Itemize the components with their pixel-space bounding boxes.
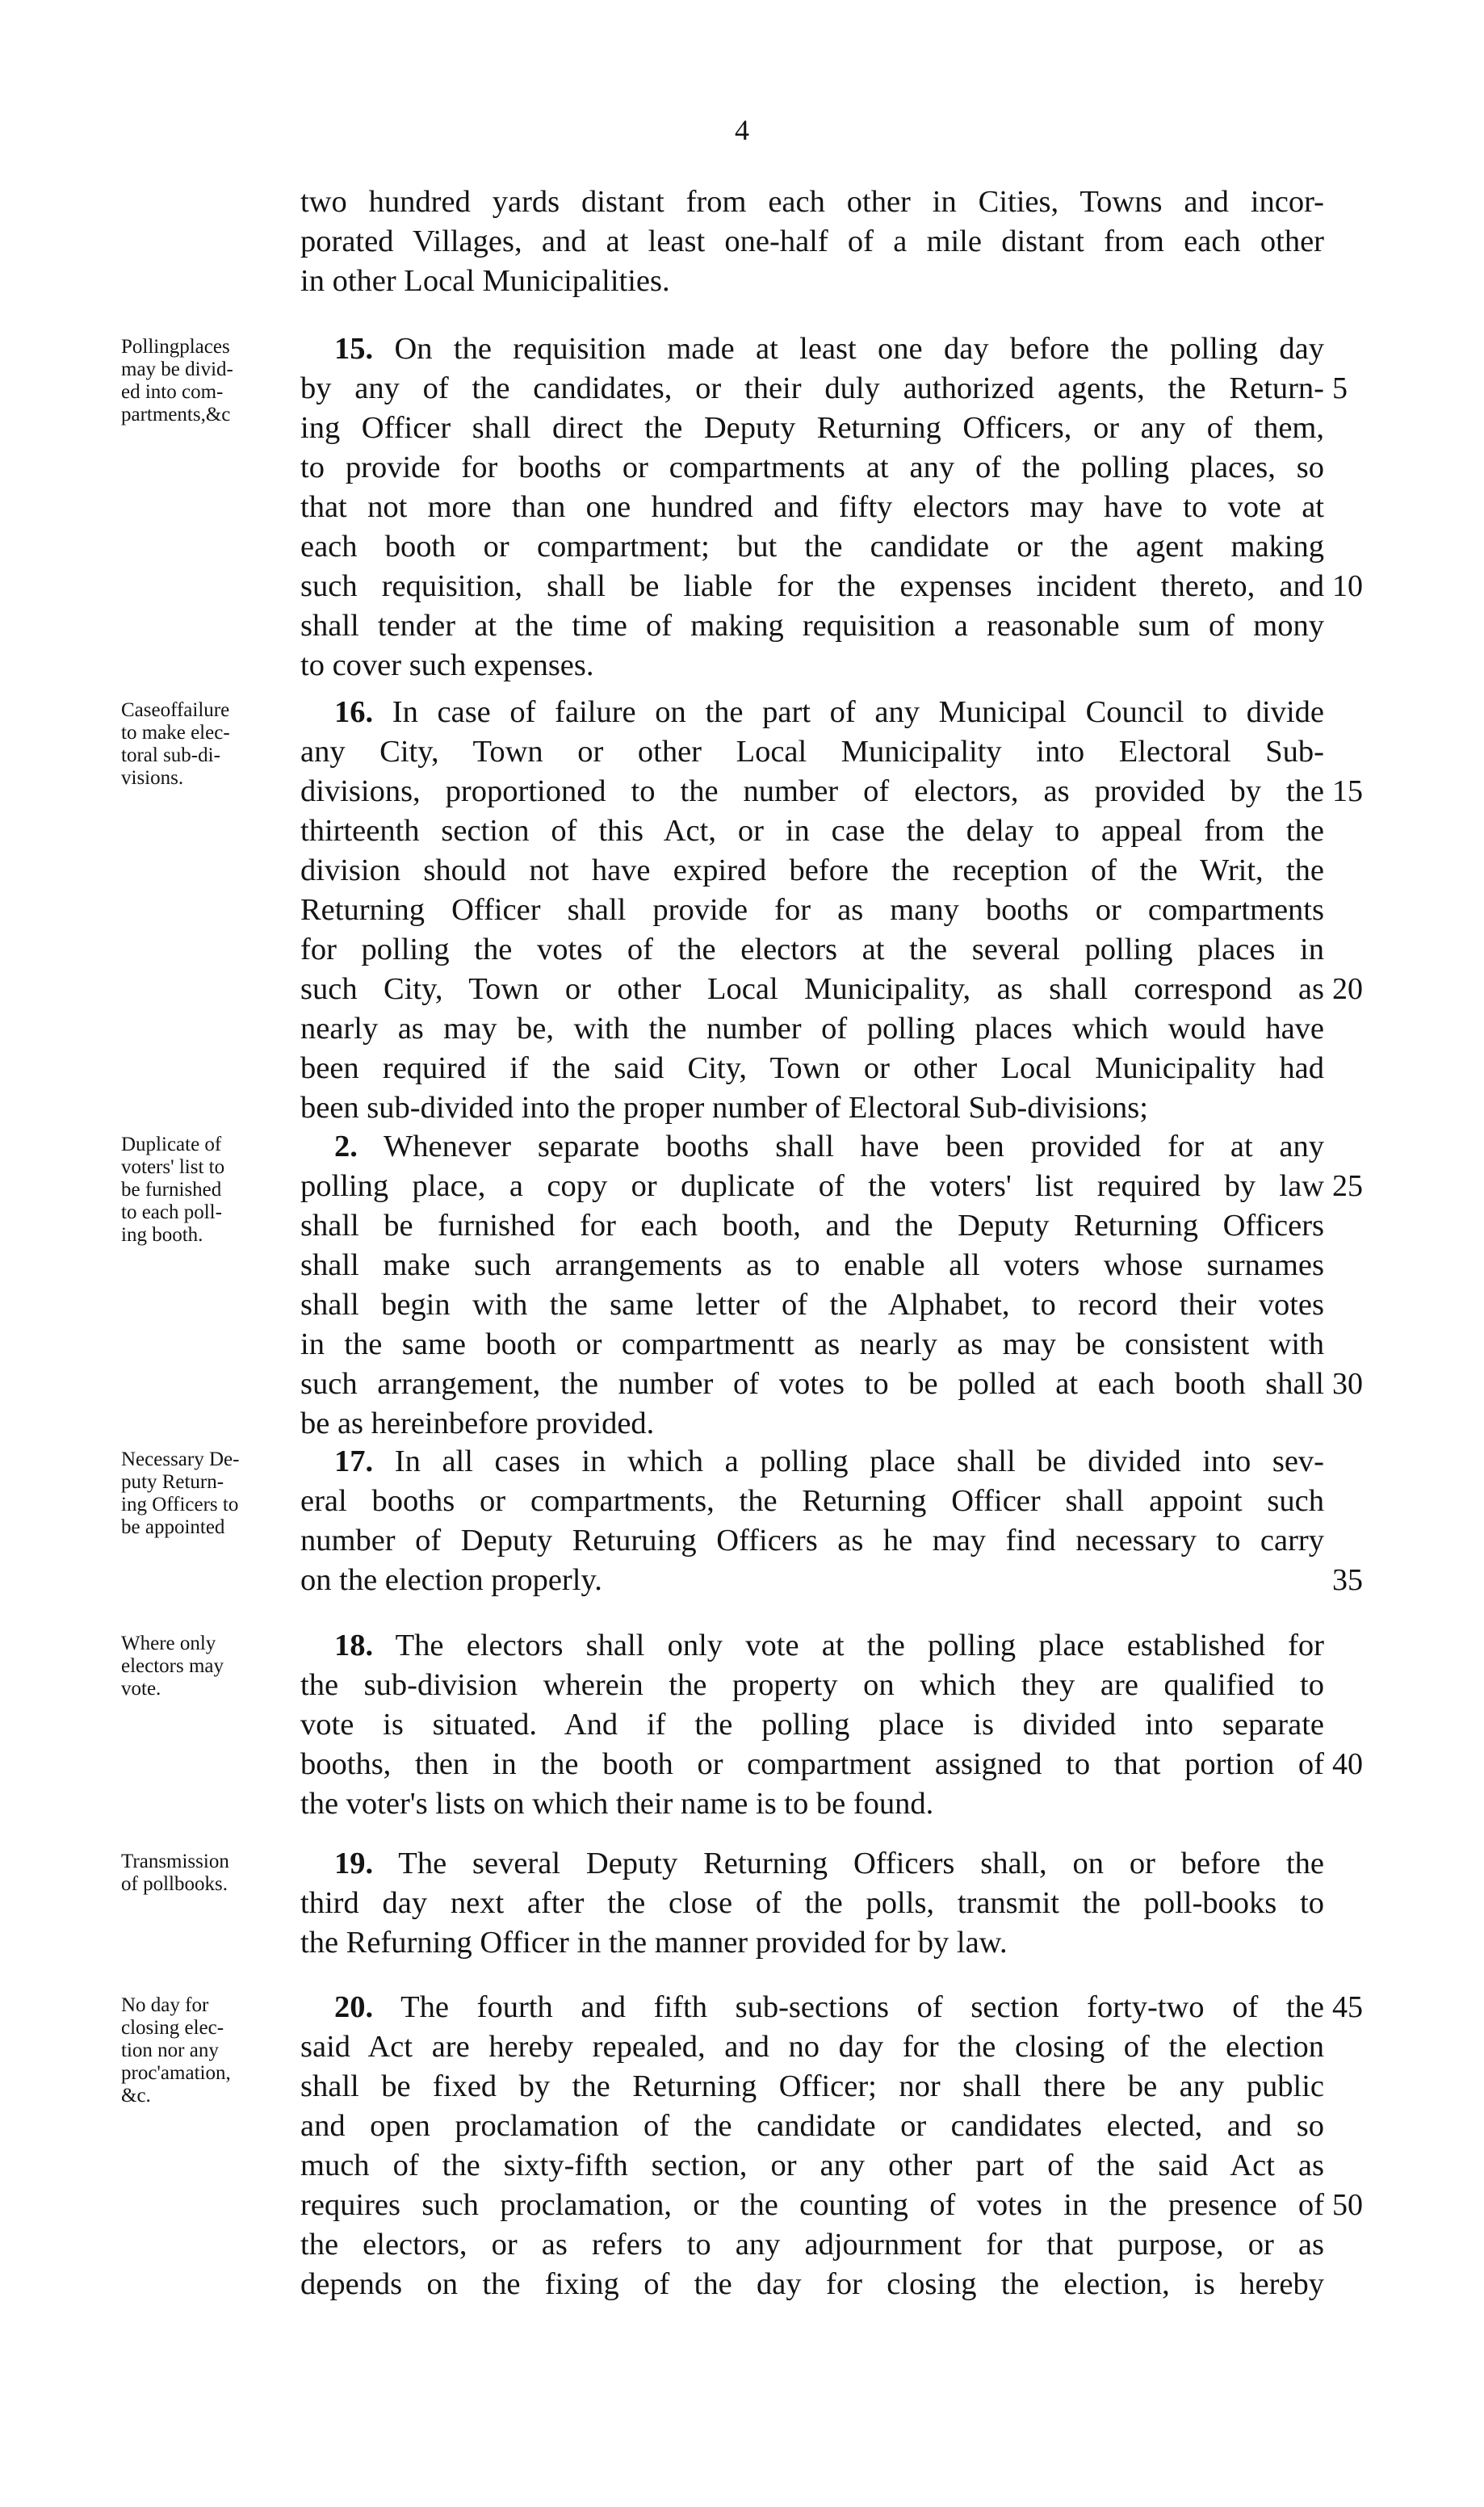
text-line [300,1784,1324,1824]
text-line [300,1626,1324,1666]
section-number: 2. [334,1130,358,1163]
text-line [300,891,1324,930]
margin-note-line: ing booth. [121,1224,203,1246]
text-line [300,222,1324,262]
text-line [300,970,1324,1009]
margin-line-number: 25 [1332,1169,1363,1203]
margin-line-number: 20 [1332,972,1363,1006]
line-text: such City, Town or other Local Municipality, as shall correspond as [300,972,1324,1006]
text-line [300,851,1324,891]
line-text: The fourth and fifth sub-sections of section forty-two of the [373,1990,1324,2024]
line-text: each booth or compartment; but the candidate or the agent making [300,530,1324,564]
text-line [300,1666,1324,1705]
margin-note [121,336,291,426]
line-text: The several Deputy Returning Officers shall, on or before the [373,1847,1324,1880]
text-line [300,1167,1324,1206]
section-number: 16. [334,695,374,729]
margin-note-line: of pollbooks. [121,1873,228,1895]
margin-note-line: ing Officers to [121,1494,239,1516]
text-line [300,448,1324,488]
text-line [300,1988,1324,2027]
line-text: to cover such expenses. [300,648,594,682]
line-text: depends on the fixing of the day for closing the election, is hereby [300,2267,1324,2301]
line-text: been sub-divided into the proper number of Electoral Sub-divisions; [300,1091,1148,1125]
margin-note-line: &c. [121,2085,151,2107]
text-line [300,1404,1324,1444]
line-text: been required if the said City, Town or other Local Municipality had [300,1051,1324,1085]
text-line [300,1325,1324,1365]
section-number: 20. [334,1990,374,2024]
margin-note-line: Necessary De- [121,1448,240,1470]
line-text: the sub-division wherein the property on which they are qualified to [300,1668,1324,1702]
paragraph [300,182,1324,301]
margin-note-line: tion nor any [121,2040,219,2061]
margin-line-number: 10 [1332,569,1363,603]
paragraph [300,1442,1324,1600]
text-line [300,1127,1324,1167]
page-number: 4 [735,114,749,146]
line-text: that not more than one hundred and fifty electors may have to vote at [300,490,1324,524]
text-line [300,1844,1324,1884]
margin-note-line: visions. [121,767,184,789]
text-line [300,1206,1324,1246]
text-line [300,329,1324,369]
margin-line-number: 50 [1332,2188,1363,2222]
text-line [300,409,1324,448]
text-line [300,527,1324,567]
margin-note-line: vote. [121,1678,161,1700]
line-text: any City, Town or other Local Municipality into Electoral Sub- [300,735,1324,769]
margin-note-line: be furnished [121,1179,222,1201]
margin-line-number: 35 [1332,1563,1363,1597]
paragraph [300,693,1324,1128]
section-number: 17. [334,1444,374,1478]
line-text: said Act are hereby repealed, and no day for the closing of the election [300,2030,1324,2064]
line-text: shall make such arrangements as to enable all voters whose surnames [300,1248,1324,1282]
text-line [300,1705,1324,1745]
margin-note-line: closing elec- [121,2017,224,2039]
text-line [300,811,1324,851]
margin-note [121,1994,291,2107]
section-number: 15. [334,332,374,366]
margin-line-number: 45 [1332,1990,1363,2024]
margin-note-line: may be divid- [121,358,233,380]
line-text: the Refurning Officer in the manner provided for by law. [300,1926,1008,1960]
line-text: be as hereinbefore provided. [300,1407,655,1440]
line-text: The electors shall only vote at the polling place established for [373,1629,1324,1662]
line-text: ing Officer shall direct the Deputy Returning Officers, or any of them, [300,411,1324,445]
line-text: the voter's lists on which their name is to be found. [300,1787,934,1821]
text-line [300,1365,1324,1404]
line-text: shall be fixed by the Returning Officer; nor shall there be any public [300,2069,1324,2103]
margin-note [121,699,291,790]
text-line [300,1285,1324,1325]
margin-note [121,1448,291,1539]
line-text: two hundred yards distant from each other in Cities, Towns and incor- [300,185,1324,219]
margin-note-line: ed into com- [121,381,224,403]
margin-line-number: 5 [1332,371,1348,405]
line-text: shall begin with the same letter of the Alphabet, to record their votes [300,1288,1324,1322]
paragraph [300,1844,1324,1963]
margin-note-line: Caseoffailure [121,699,230,721]
line-text: thirteenth section of this Act, or in case the delay to appeal from the [300,814,1324,848]
text-line [300,732,1324,772]
text-line [300,1246,1324,1285]
text-line [300,182,1324,222]
line-text: requires such proclamation, or the counting of votes in the presence of [300,2188,1324,2222]
line-text: such arrangement, the number of votes to be polled at each booth shall [300,1367,1324,1401]
text-line [300,488,1324,527]
paragraph [300,1626,1324,1824]
margin-line-number: 40 [1332,1747,1363,1781]
line-text: and open proclamation of the candidate or candidates elected, and so [300,2109,1324,2143]
text-line [300,2225,1324,2265]
margin-note [121,1633,291,1700]
margin-note-line: to make elec- [121,722,230,744]
line-text: nearly as may be, with the number of polling places which would have [300,1012,1324,1046]
line-text: on the election properly. [300,1563,602,1597]
line-text: vote is situated. And if the polling place is divided into separate [300,1708,1324,1742]
margin-note-line: Duplicate of [121,1134,222,1155]
paragraph [300,1988,1324,2304]
line-text: Returning Officer shall provide for as many booths or compartments [300,893,1324,927]
line-text: divisions, proportioned to the number of electors, as provided by the [300,774,1324,808]
line-text: shall be furnished for each booth, and the Deputy Returning Officers [300,1209,1324,1243]
margin-note-line: No day for [121,1994,209,2016]
line-text: by any of the candidates, or their duly authorized agents, the Return- [300,371,1324,405]
text-line [300,1561,1324,1600]
line-text: third day next after the close of the polls, transmit the poll-books to [300,1886,1324,1920]
text-line [300,1009,1324,1049]
text-line [300,646,1324,685]
text-line [300,1923,1324,1963]
margin-note-line: toral sub-di- [121,744,220,766]
line-text: in other Local Municipalities. [300,264,670,298]
text-line [300,1482,1324,1521]
line-text: the electors, or as refers to any adjournment for that purpose, or as [300,2228,1324,2262]
paragraph [300,329,1324,685]
text-line [300,2186,1324,2225]
margin-note-line: Transmission [121,1851,229,1872]
margin-line-number: 15 [1332,774,1363,808]
margin-note-line: to each poll- [121,1201,222,1223]
line-text: In all cases in which a polling place shall be divided into sev- [373,1444,1324,1478]
margin-note-line: Pollingplaces [121,336,230,358]
text-line [300,1088,1324,1128]
line-text: shall tender at the time of making requisition a reasonable sum of mony [300,609,1324,643]
text-line [300,2107,1324,2146]
margin-note-line: Where only [121,1633,216,1654]
line-text: such requisition, shall be liable for the expenses incident thereto, and [300,569,1324,603]
text-line [300,2146,1324,2186]
line-text: Whenever separate booths shall have been provided for at any [357,1130,1324,1163]
line-text: polling place, a copy or duplicate of the voters' list required by law [300,1169,1324,1203]
text-line [300,2265,1324,2304]
line-text: much of the sixty-fifth section, or any other part of the said Act as [300,2149,1324,2182]
text-line [300,2027,1324,2067]
line-text: for polling the votes of the electors at the several polling places in [300,933,1324,966]
text-line [300,262,1324,301]
margin-note-line: partments,&c [121,404,231,426]
text-line [300,1049,1324,1088]
margin-note-line: proc'amation, [121,2062,231,2084]
text-line [300,1442,1324,1482]
text-line [300,2067,1324,2107]
section-number: 18. [334,1629,374,1662]
line-text: in the same booth or compartmentt as nearly as may be consistent with [300,1327,1324,1361]
margin-note-line: be appointed [121,1516,225,1538]
line-text: eral booths or compartments, the Returning Officer shall appoint such [300,1484,1324,1518]
margin-note-line: puty Return- [121,1471,224,1493]
text-line [300,567,1324,606]
text-line [300,1745,1324,1784]
paragraph [300,1127,1324,1444]
text-line [300,693,1324,732]
text-line [300,606,1324,646]
text-line [300,772,1324,811]
text-line [300,1884,1324,1923]
text-line [300,1521,1324,1561]
line-text: On the requisition made at least one day before the polling day [373,332,1324,366]
line-text: booths, then in the booth or compartment assigned to that portion of [300,1747,1324,1781]
line-text: number of Deputy Returuing Officers as he may find necessary to carry [300,1524,1324,1557]
line-text: porated Villages, and at least one-half of a mile distant from each other [300,224,1324,258]
margin-note [121,1851,291,1896]
line-text: to provide for booths or compartments at any of the polling places, so [300,451,1324,484]
margin-note [121,1134,291,1247]
margin-note-line: electors may [121,1655,224,1677]
text-line [300,930,1324,970]
line-text: In case of failure on the part of any Municipal Council to divide [373,695,1324,729]
margin-note-line: voters' list to [121,1156,225,1178]
section-number: 19. [334,1847,374,1880]
text-line [300,369,1324,409]
margin-line-number: 30 [1332,1367,1363,1401]
line-text: division should not have expired before the reception of the Writ, the [300,853,1324,887]
